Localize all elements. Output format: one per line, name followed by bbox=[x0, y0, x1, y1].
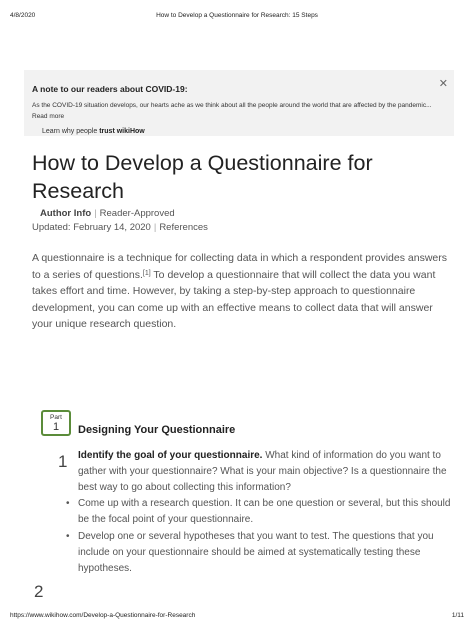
part-number: 1 bbox=[52, 421, 60, 433]
article-meta-author bbox=[40, 208, 175, 219]
article-title: How to Develop a Questionnaire for Research bbox=[32, 151, 373, 203]
meta-separator: | bbox=[94, 208, 97, 219]
list-item: • Develop one or several hypotheses that you want to test. The questions that you include on your questionnaire should be aimed at systematically testing these hypotheses. bbox=[64, 529, 454, 577]
step-number: 2 bbox=[34, 582, 44, 601]
list-item: • Come up with a research question. It can be one question or several, but this should be the focal point of your questionnaire. bbox=[64, 496, 454, 528]
print-page-number: 1/11 bbox=[451, 612, 464, 619]
covid-notice bbox=[24, 70, 454, 136]
print-doc-title: How to Develop a Questionnaire for Research: 15 Steps bbox=[156, 12, 318, 19]
print-date: 4/8/2020 bbox=[10, 12, 36, 19]
trust-brand: trust wikiHow bbox=[99, 128, 145, 135]
references-link[interactable]: References bbox=[159, 222, 208, 233]
article-meta-updated bbox=[32, 222, 208, 233]
print-header bbox=[10, 12, 464, 22]
covid-notice-title: A note to our readers about COVID-19: bbox=[32, 84, 188, 94]
print-url: https://www.wikihow.com/Develop-a-Questionnaire-for-Research bbox=[10, 612, 196, 619]
covid-notice-body: As the COVID-19 situation develops, our hearts ache as we think about all the people around the world that are affected by the pandemic... Read more bbox=[32, 102, 432, 120]
reader-approved-label: Reader-Approved bbox=[99, 208, 175, 219]
author-info-link[interactable]: Author Info bbox=[40, 208, 92, 219]
print-footer bbox=[10, 612, 464, 622]
intro-text-1: A questionnaire is a technique for collecting data in which a respondent provides answers to a series of questions. bbox=[32, 252, 448, 281]
article-intro bbox=[32, 250, 452, 333]
step-text bbox=[78, 448, 450, 496]
part-heading: Designing Your Questionnaire bbox=[78, 424, 236, 436]
citation-link[interactable]: [1] bbox=[142, 269, 151, 277]
updated-date: Updated: February 14, 2020 bbox=[32, 222, 151, 233]
trust-link[interactable] bbox=[42, 128, 145, 135]
step-bullet-list bbox=[64, 496, 454, 578]
meta-separator: | bbox=[153, 222, 157, 233]
step-bold-text: Identify the goal of your questionnaire. bbox=[78, 450, 263, 461]
part-badge bbox=[41, 410, 71, 436]
close-icon[interactable]: ✕ bbox=[438, 78, 448, 90]
step-body-text: What kind of information do you want to gather with your questionnaire? What is your main objective? Is a questionnaire the best way to go about collecting this information? bbox=[78, 450, 447, 493]
part-label: Part bbox=[50, 414, 62, 421]
trust-prefix: Learn why people bbox=[42, 128, 100, 135]
intro-text-2: To develop a questionnaire that will collect the data you want takes effort and time. However, by taking a step-by-step approach to questionnaire development, you can come up with an effective means to collect data that will answer your unique research question. bbox=[32, 268, 436, 330]
step-number: 1 bbox=[58, 452, 68, 471]
